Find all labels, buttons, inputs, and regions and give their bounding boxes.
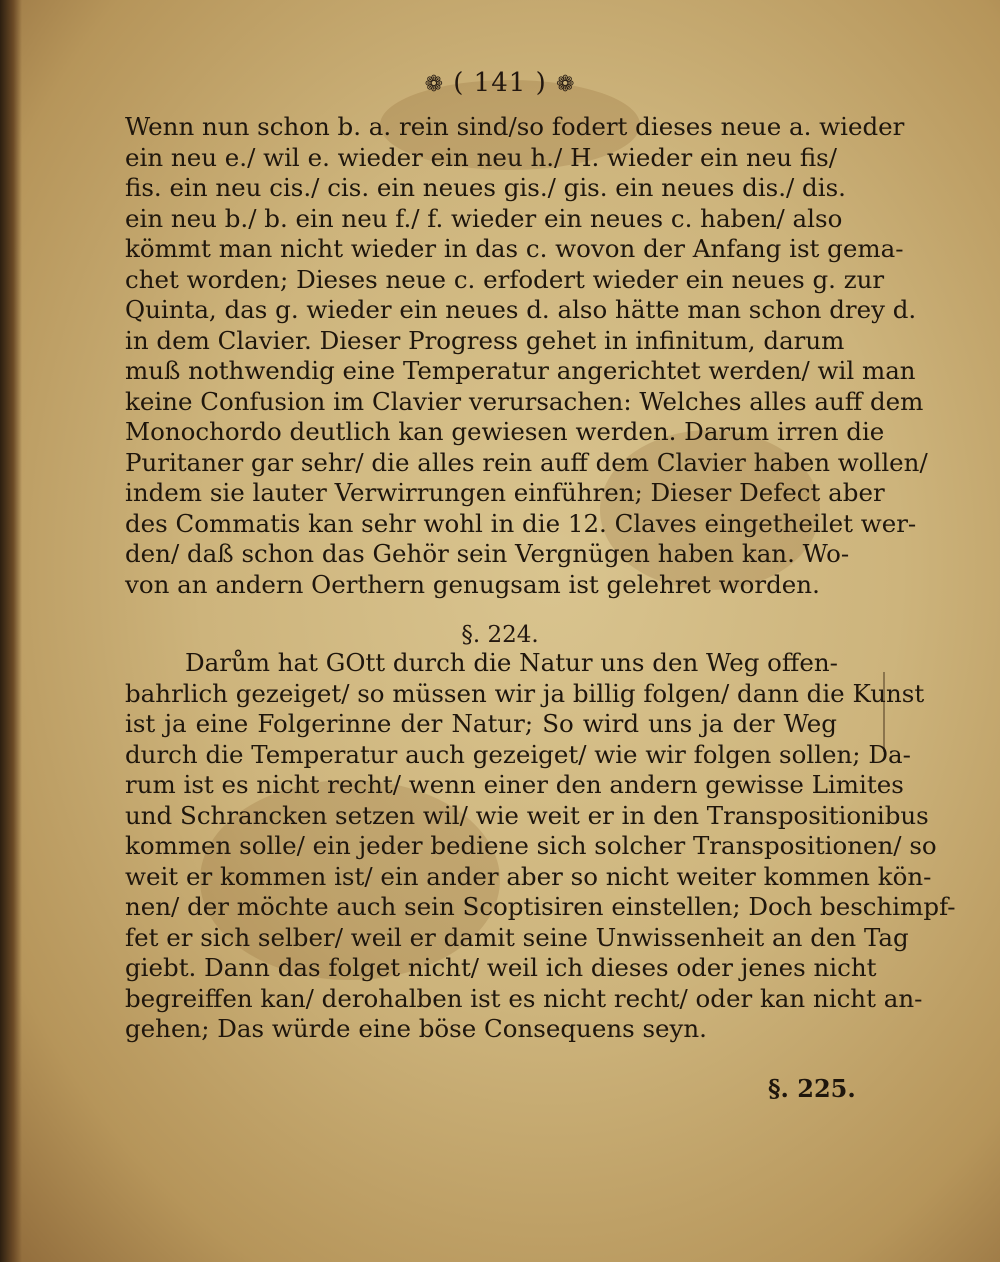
text-line: ein neu e./ wil e. wieder ein neu h./ H. wieder ein neu fis/ <box>125 142 837 172</box>
text-line: Quinta, das g. wieder ein neues d. also hätte man schon drey d. <box>125 295 917 324</box>
text-line: giebt. Dann das folget nicht/ weil ich dieses oder jenes nicht <box>125 953 877 982</box>
text-line: durch die Temperatur auch gezeiget/ wie wir folgen sollen; Da- <box>125 739 911 769</box>
text-line: bahrlich gezeiget/ so müssen wir ja billig folgen/ dann die Kunst <box>125 678 925 708</box>
paragraph-1 <box>125 112 928 600</box>
page-number: ( 141 ) <box>453 68 547 98</box>
catchword: §. 225. <box>768 1074 856 1103</box>
text-line: kömmt man nicht wieder in das c. wovon der Anfang ist gema- <box>125 234 904 263</box>
text-line: kommen solle/ ein jeder bediene sich solcher Transpositionen/ so <box>125 831 937 860</box>
text-line: rum ist es nicht recht/ wenn einer den andern gewisse Limites <box>125 770 904 799</box>
text-line: nen/ der möchte auch sein Scoptisiren einstellen; Doch beschimpf- <box>125 892 956 921</box>
text-line: von an andern Oerthern genugsam ist gelehret worden. <box>125 569 820 599</box>
text-line: weit er kommen ist/ ein ander aber so nicht weiter kommen kön- <box>125 861 932 891</box>
text-line: Darům hat GOtt durch die Natur uns den Weg offen- <box>185 648 838 677</box>
text-line: in dem Clavier. Dieser Progress gehet in infinitum, darum <box>125 325 845 355</box>
text-line: muß nothwendig eine Temperatur angerichtet werden/ wil man <box>125 356 916 385</box>
text-line: begreiffen kan/ derohalben ist es nicht recht/ oder kan nicht an- <box>125 983 923 1013</box>
page-header <box>0 68 1000 98</box>
text-line: den/ daß schon das Gehör sein Vergnügen haben kan. Wo- <box>125 539 850 568</box>
text-line: Wenn nun schon b. a. rein sind/so fodert dieses neue a. wieder <box>125 112 905 141</box>
text-line: ein neu b./ b. ein neu f./ f. wieder ein neues c. haben/ also <box>125 203 843 233</box>
text-line: chet worden; Dieses neue c. erfodert wieder ein neues g. zur <box>125 264 885 294</box>
text-line: und Schrancken setzen wil/ wie weit er in den Transpositionibus <box>125 800 929 830</box>
paragraph-2 <box>125 648 956 1045</box>
section-heading: §. 224. <box>461 622 539 648</box>
text-line: keine Confusion im Clavier verursachen: Welches alles auff dem <box>125 386 924 416</box>
text-line: fis. ein neu cis./ cis. ein neues gis./ gis. ein neues dis./ dis. <box>125 173 846 202</box>
text-line: des Commatis kan sehr wohl in die 12. Claves eingetheilet wer- <box>125 508 917 538</box>
text-line: ist ja eine Folgerinne der Natur; So wird uns ja der Weg <box>125 709 837 738</box>
text-line: Puritaner gar sehr/ die alles rein auff dem Clavier haben wollen/ <box>125 447 928 477</box>
text-line: Monochordo deutlich kan gewiesen werden. Darum irren die <box>125 417 885 446</box>
text-line: gehen; Das würde eine böse Consequens seyn. <box>125 1014 707 1043</box>
ornament-right-icon: ❁ <box>555 72 576 97</box>
text-line: indem sie lauter Verwirrungen einführen; Dieser Defect aber <box>125 478 885 507</box>
ornament-left-icon: ❁ <box>424 72 444 97</box>
text-line: fet er sich selber/ weil er damit seine Unwissenheit an den Tag <box>125 922 909 952</box>
